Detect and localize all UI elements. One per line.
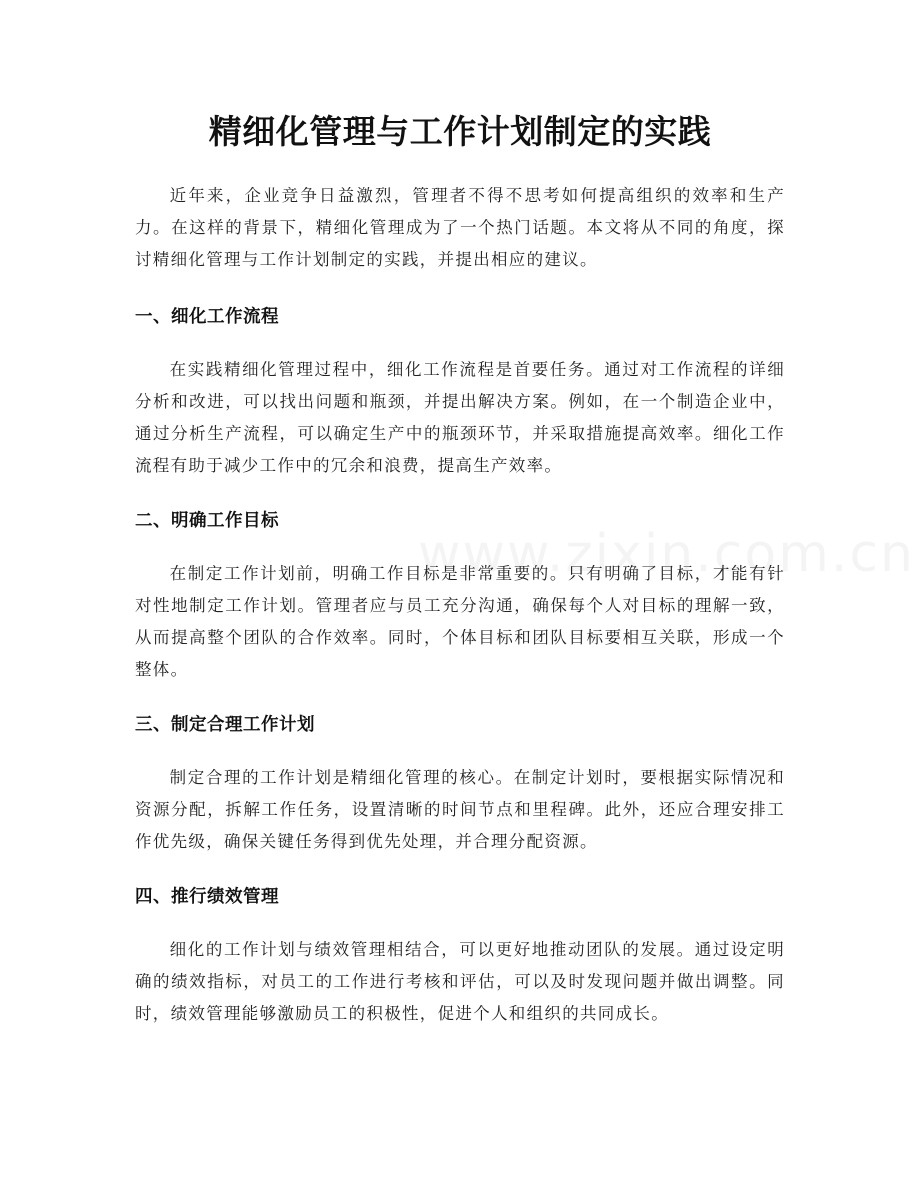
section-heading: 三、制定合理工作计划 xyxy=(135,715,315,735)
section-4 xyxy=(135,882,785,1030)
section-1 xyxy=(135,302,785,482)
section-heading: 二、明确工作目标 xyxy=(135,511,279,531)
section-paragraph: 在制定工作计划前，明确工作目标是非常重要的。只有明确了目标，才能有针对性地制定工作计划。管理者应与员工充分沟通，确保每个人对目标的理解一致，从而提高整个团队的合作效率。同时，个体目标和团队目标要相互关联，形成一个整体。 xyxy=(135,564,785,679)
section-heading: 四、推行绩效管理 xyxy=(135,887,279,907)
intro-paragraph: 近年来，企业竞争日益激烈，管理者不得不思考如何提高组织的效率和生产力。在这样的背景下，精细化管理成为了一个热门话题。本文将从不同的角度，探讨精细化管理与工作计划制定的实践，并提出相应的建议。 xyxy=(135,186,785,269)
section-heading: 一、细化工作流程 xyxy=(135,307,279,327)
document-title: 精细化管理与工作计划制定的实践 xyxy=(208,112,712,151)
section-paragraph: 在实践精细化管理过程中，细化工作流程是首要任务。通过对工作流程的详细分析和改进，可以找出问题和瓶颈，并提出解决方案。例如，在一个制造企业中，通过分析生产流程，可以确定生产中的瓶颈环节，并采取措施提高效率。细化工作流程有助于减少工作中的冗余和浪费，提高生产效率。 xyxy=(135,360,785,475)
section-3 xyxy=(135,710,785,858)
document-body xyxy=(135,180,785,1054)
section-paragraph: 制定合理的工作计划是精细化管理的核心。在制定计划时，要根据实际情况和资源分配，拆解工作任务，设置清晰的时间节点和里程碑。此外，还应合理安排工作优先级，确保关键任务得到优先处理，并合理分配资源。 xyxy=(135,768,785,851)
section-paragraph: 细化的工作计划与绩效管理相结合，可以更好地推动团队的发展。通过设定明确的绩效指标，对员工的工作进行考核和评估，可以及时发现问题并做出调整。同时，绩效管理能够激励员工的积极性，促进个人和组织的共同成长。 xyxy=(135,940,785,1023)
section-2 xyxy=(135,506,785,686)
